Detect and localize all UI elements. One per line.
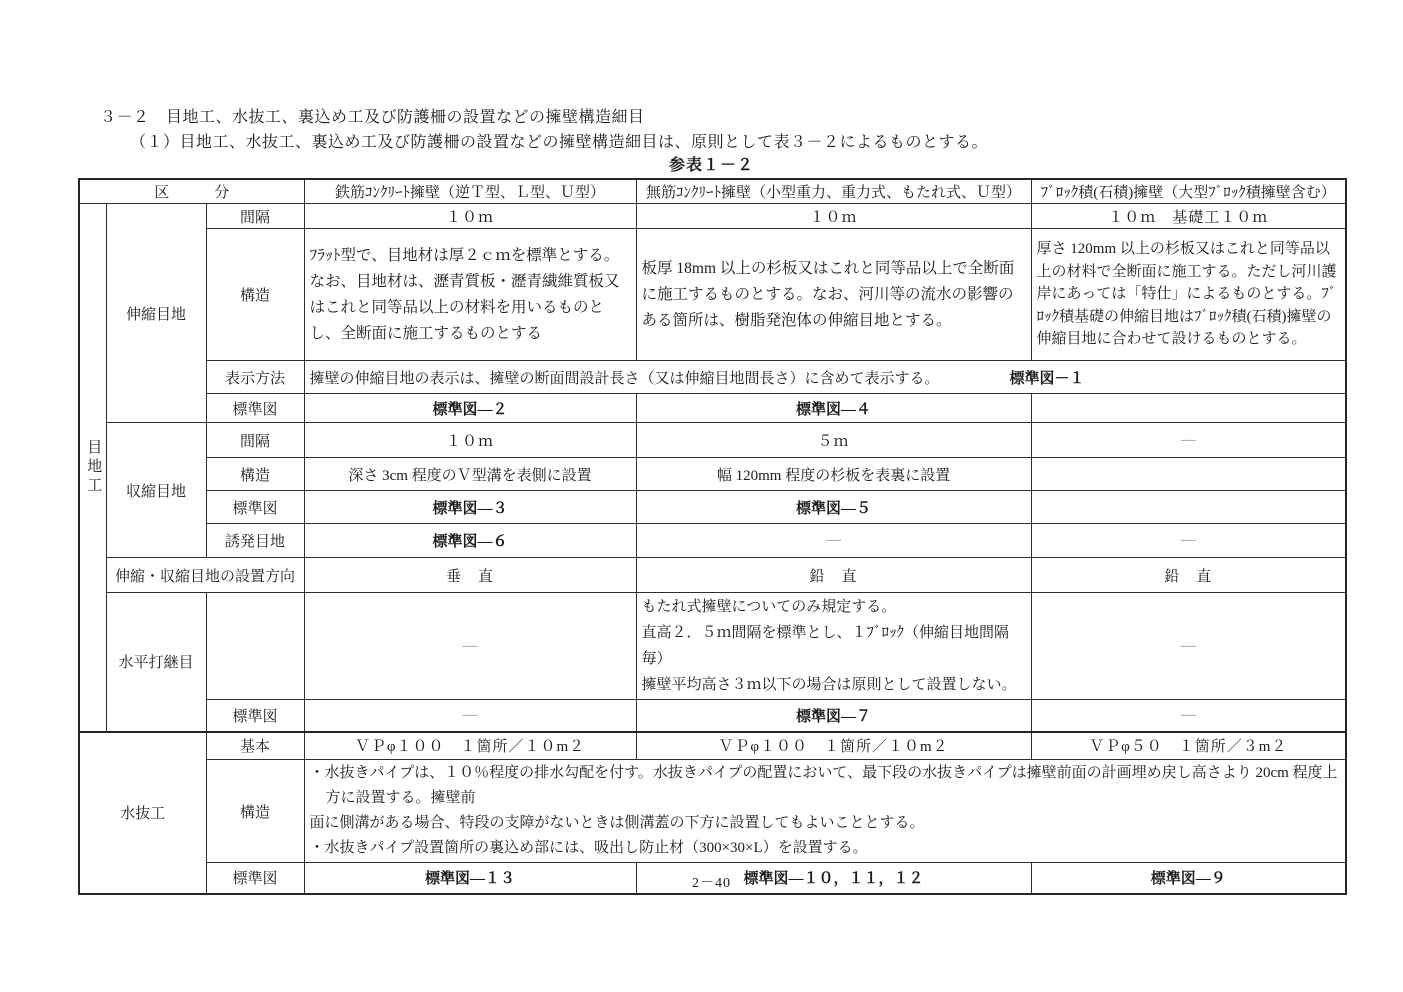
table-row (79, 229, 1346, 361)
row-label: 構造 (206, 458, 304, 491)
row-label: 標準図 (206, 394, 304, 423)
table-row (79, 700, 1346, 732)
group-mejiko (79, 204, 106, 732)
cell-paragraph: 厚さ 120mm 以上の杉板又はこれと同等品以上の材料で全断面に施工する。ただし河川護岸にあっては「特仕」によるものとする。ﾌﾞﾛｯｸ積基礎の伸縮目地はﾌﾞﾛｯｸ積(石積)擁壁の伸縮目地に合わせて設けるものとする。 (1036, 241, 1337, 348)
cell-value: １０ｍ (636, 204, 1031, 229)
cell-dash: ― (1031, 700, 1346, 732)
cell-value: 鉛 直 (636, 558, 1031, 593)
cell-value: 標準図―７ (636, 700, 1031, 732)
table-row (79, 491, 1346, 524)
row-label-direction: 伸縮・収縮目地の設置方向 (106, 558, 304, 593)
spec-table (78, 178, 1347, 895)
cell-dash: ― (1031, 423, 1346, 458)
cell-value: ＶＰφ５０ １箇所／３m２ (1031, 732, 1346, 760)
group-uchitsugi: 水平打継目 (106, 593, 206, 732)
table-row (79, 179, 1346, 204)
header-col-block: ﾌﾞﾛｯｸ積(石積)擁壁（大型ﾌﾞﾛｯｸ積擁壁含む） (1031, 179, 1346, 204)
cell-text (636, 593, 1031, 700)
row-label: 標準図 (206, 863, 304, 894)
table-row (79, 760, 1346, 863)
group-mejiko-label: 目地工 (85, 438, 102, 496)
table-row (79, 204, 1346, 229)
cell-text (1031, 229, 1346, 361)
cell-value: ＶＰφ１００ １箇所／１０m２ (636, 732, 1031, 760)
cell-line: ・水抜きパイプは、１０％程度の排水勾配を付す。水抜きパイプの配置において、最下段の水抜きパイプは擁壁前面の計画埋め戻し高さより 20cm 程度上方に設置する。擁壁前 (309, 765, 1338, 806)
cell-dash: ― (304, 593, 636, 700)
cell-value: １０ｍ (304, 423, 636, 458)
row-label: 構造 (206, 760, 304, 863)
row-label: 標準図 (206, 700, 304, 732)
cell-blank (1031, 394, 1346, 423)
cell-value: 垂 直 (304, 558, 636, 593)
table-row (79, 593, 1346, 700)
cell-blank (1031, 491, 1346, 524)
table-row (79, 458, 1346, 491)
cell-text (304, 760, 1346, 863)
cell-dash: ― (1031, 593, 1346, 700)
cell-dash: ― (636, 524, 1031, 558)
section-heading: ３－２ 目地工、水抜工、裏込め工及び防護柵の設置などの擁壁構造細目 (100, 109, 645, 126)
cell-text (304, 229, 636, 361)
row-label: 誘発目地 (206, 524, 304, 558)
table-row (79, 394, 1346, 423)
row-label: 間隔 (206, 423, 304, 458)
cell-line: ・水抜きパイプ設置箇所の裏込め部には、吸出し防止材（300×30×L）を設置する。 (309, 840, 868, 856)
cell-text (636, 229, 1031, 361)
header-category: 区 分 (79, 179, 304, 204)
cell-value: ５ｍ (636, 423, 1031, 458)
table-row (79, 361, 1346, 394)
cell-value: １０ｍ (304, 204, 636, 229)
cell-value: １０ｍ 基礎工１０ｍ (1031, 204, 1346, 229)
cell-line: 面に側溝がある場合、特段の支障がないときは側溝蓋の下方に設置してもよいこととする。 (309, 815, 925, 831)
cell-value: ＶＰφ１００ １箇所／１０m２ (304, 732, 636, 760)
group-mizunuki: 水抜工 (79, 732, 206, 894)
cell-value: 標準図―５ (636, 491, 1031, 524)
group-shushuku: 収縮目地 (106, 423, 206, 558)
row-label: 基本 (206, 732, 304, 760)
table-row (79, 423, 1346, 458)
cell-paragraph: 板厚 18mm 以上の杉板又はこれと同等品以上で全断面に施工するものとする。なお、河川等の流水の影響のある箇所は、樹脂発泡体の伸縮目地とする。 (641, 259, 1015, 329)
cell-value: 標準図―４ (636, 394, 1031, 423)
table-caption: 参表１－２ (668, 157, 754, 174)
row-label: 表示方法 (206, 361, 304, 394)
page-number: 2－40 (692, 876, 731, 891)
header-col-unreinforced: 無筋ｺﾝｸﾘｰﾄ擁壁（小型重力、重力式、もたれ式、Ｕ型） (636, 179, 1031, 204)
group-shinshuku: 伸縮目地 (106, 204, 206, 423)
cell-paragraph: ﾌﾗｯﾄ型で、目地材は厚２ｃｍを標準とする。なお、目地材は、瀝青質板・瀝青繊維質板又はこれと同等品以上の材料を用いるものとし、全断面に施工するものとする (309, 246, 620, 342)
cell-value: 鉛 直 (1031, 558, 1346, 593)
cell-value: 標準図―１３ (304, 863, 636, 894)
cell-text (304, 361, 1346, 394)
cell-value: 標準図―１０，１１，１２ (636, 863, 1031, 894)
cell-line: もたれ式擁壁についてのみ規定する。 (641, 599, 897, 615)
row-label: 標準図 (206, 491, 304, 524)
header-col-reinforced: 鉄筋ｺﾝｸﾘｰﾄ擁壁（逆Ｔ型、Ｌ型、Ｕ型） (304, 179, 636, 204)
cell-value: 標準図―９ (1031, 863, 1346, 894)
row-label: 間隔 (206, 204, 304, 229)
cell-blank (206, 593, 304, 700)
cell-line: 直高２．５ｍ間隔を標準とし、１ﾌﾞﾛｯｸ（伸縮目地間隔毎） (641, 625, 1010, 667)
cell-line: 擁壁平均高さ３ｍ以下の場合は原則として設置しない。 (641, 677, 1017, 693)
cell-blank (1031, 458, 1346, 491)
cell-dash: ― (304, 700, 636, 732)
section-subheading: （１）目地工、水抜工、裏込め工及び防護柵の設置などの擁壁構造細目は、原則として表３－２によるものとする。 (130, 134, 989, 151)
table-row (79, 558, 1346, 593)
cell-value: 標準図―３ (304, 491, 636, 524)
cell-value: 深さ 3cm 程度のＶ型溝を表側に設置 (304, 458, 636, 491)
row-label: 構造 (206, 229, 304, 361)
hyoji-text: 擁壁の伸縮目地の表示は、擁壁の断面間設計長さ（又は伸縮目地間長さ）に含めて表示する。 (309, 370, 940, 387)
cell-dash: ― (1031, 524, 1346, 558)
cell-value: 標準図―２ (304, 394, 636, 423)
cell-value: 標準図―６ (304, 524, 636, 558)
table-row (79, 524, 1346, 558)
cell-value: 幅 120mm 程度の杉板を表裏に設置 (636, 458, 1031, 491)
hyoji-standard-ref: 標準図－１ (1009, 370, 1085, 387)
table-row (79, 732, 1346, 760)
